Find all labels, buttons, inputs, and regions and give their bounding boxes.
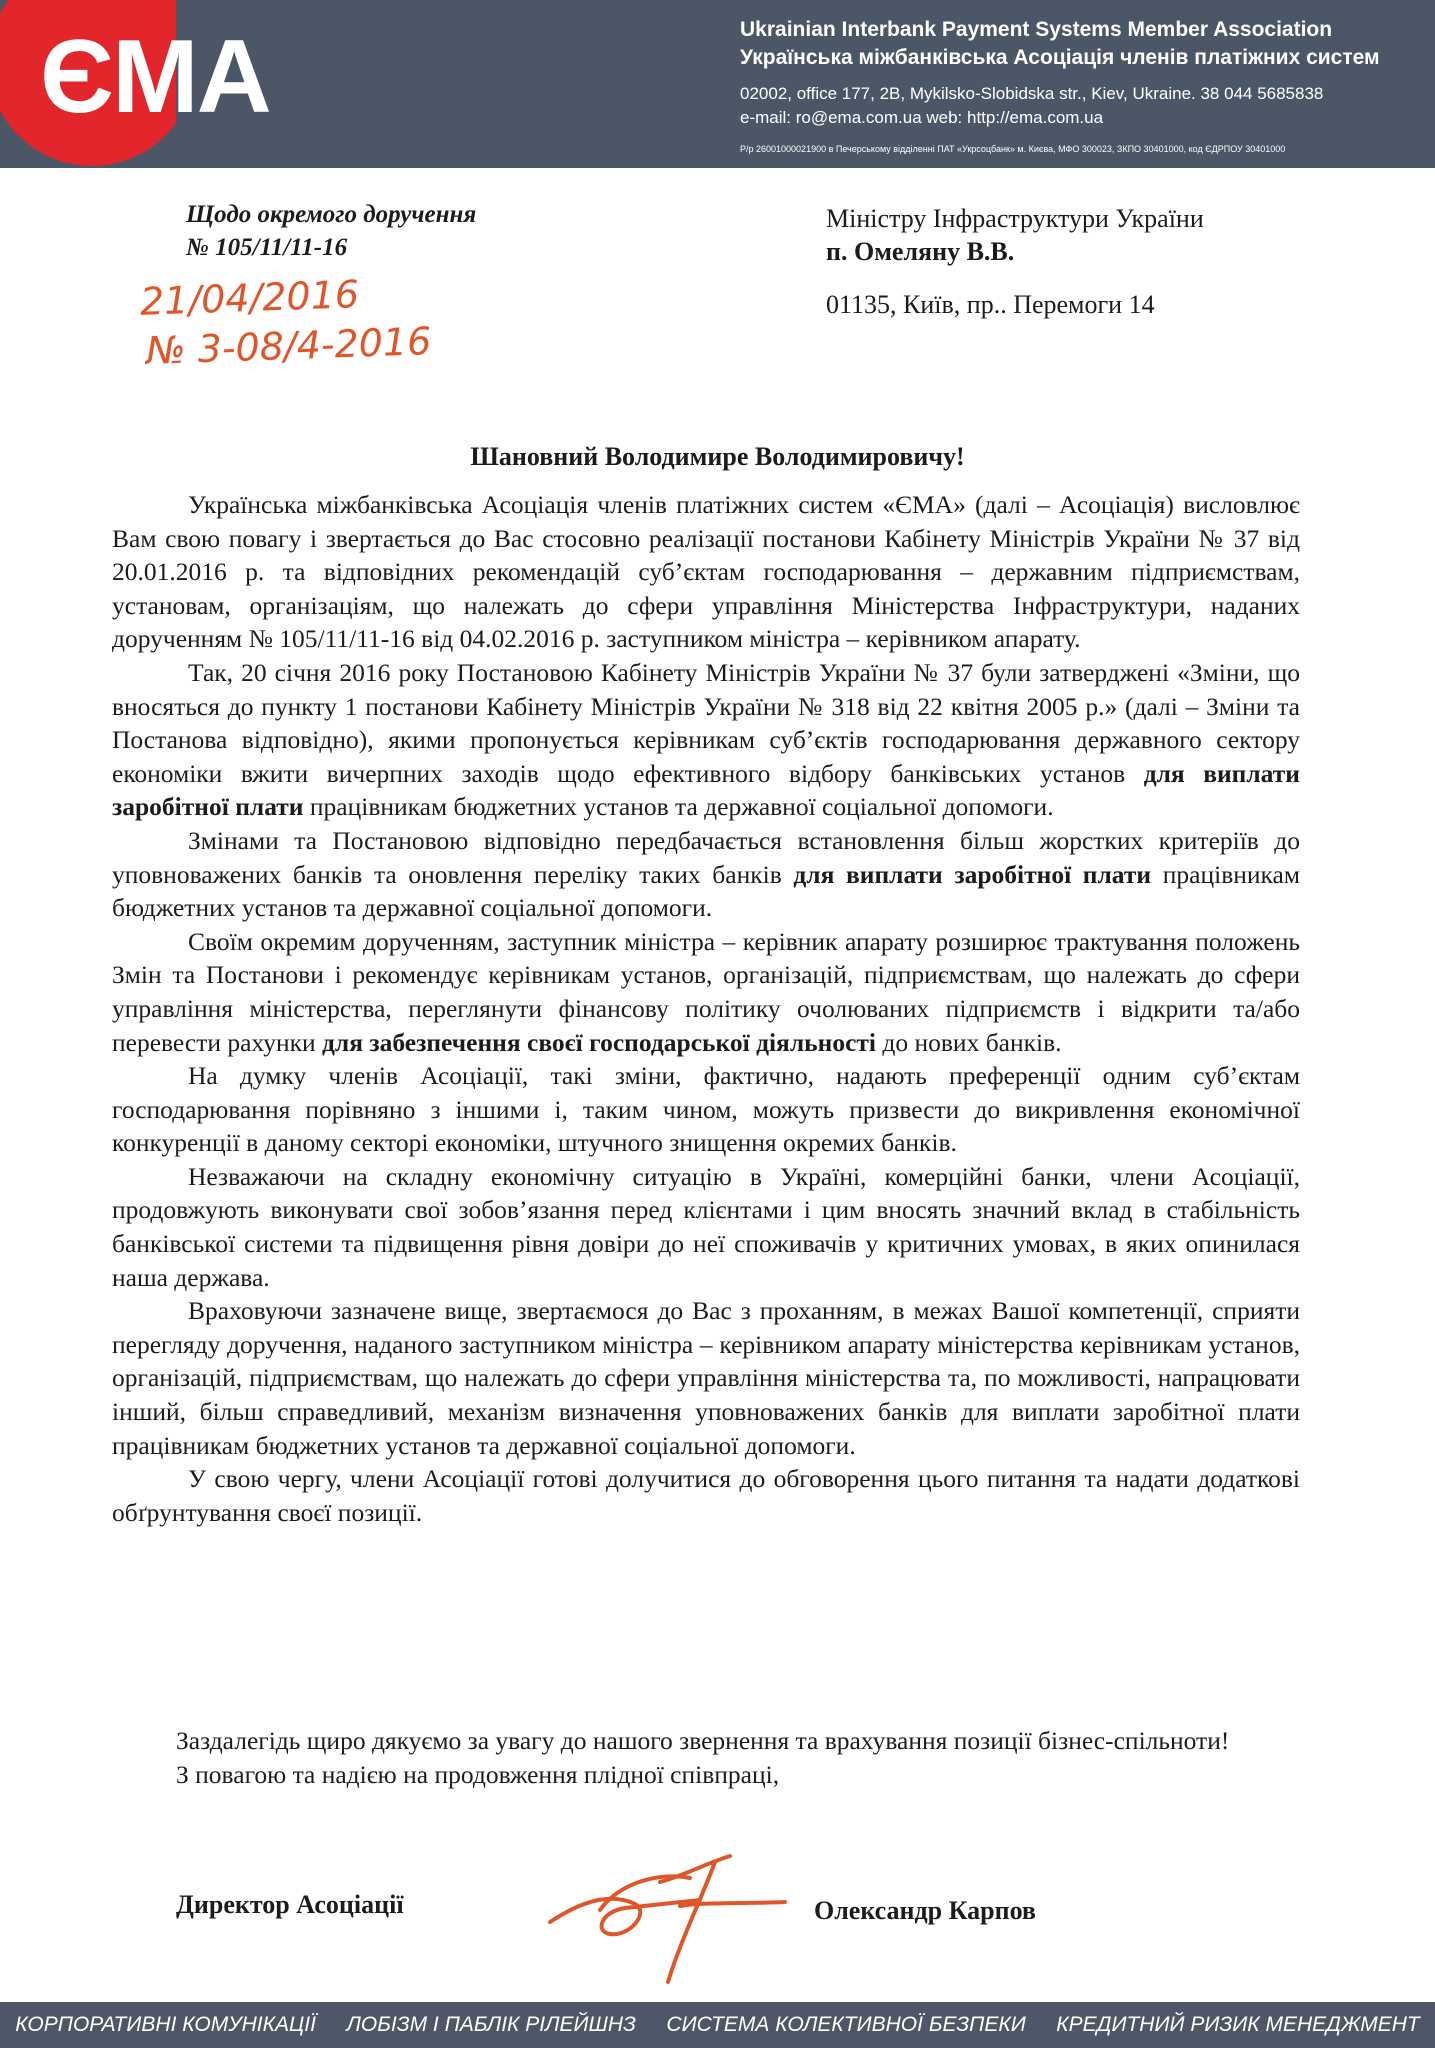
emphasis: для виплати заробітної плати	[793, 859, 1152, 889]
paragraph-5: На думку членів Асоціації, такі зміни, фактично, надають преференції одним суб’єктам господарювання порівняно з іншими і, таким чином, можуть призвести до викривлення економічної конкуренції в даному секторі економіки, штучного знищення окремих банків.	[112, 1061, 1300, 1158]
signatory-name: Олександр Карпов	[814, 1896, 1036, 1925]
closing-thanks: Заздалегідь щиро дякуємо за увагу до нашого звернення та врахування позиції бізнес-спільноти!	[176, 1726, 1230, 1755]
org-address: 02002, office 177, 2B, Mykilsko-Slobidska str., Kiev, Ukraine. 38 044 5685838	[740, 84, 1324, 103]
closing-block	[112, 1724, 1300, 1791]
emphasis: для забезпечення своєї господарської діяльності	[322, 1027, 877, 1057]
paragraph-8: У свою чергу, члени Асоціації готові долучитися до обговорення цього питання та надати додаткові обґрунтування своєї позиції.	[112, 1464, 1300, 1527]
reference-block	[186, 198, 476, 264]
handwritten-date: 21/04/2016	[139, 272, 360, 324]
paragraph-3: Змінами та Постановою відповідно передбачається встановлення більш жорстких критеріїв до уповноважених банків та оновлення переліку таких банків для виплати заробітної плати працівникам бюджетних установ та державної соціальної допомоги.	[112, 825, 1300, 923]
footer-band	[0, 2002, 1435, 2048]
paragraph-4: Своїм окремим дорученням, заступник міністра – керівник апарату розширює трактування положень Змін та Постанови і рекомендує керівникам установ, організацій, підприємствам, що належать до сфери управління міністерства, переглянути фінансову політику очолюваних підприємств і відкрити та/або перевести рахунки для забезпечення своєї господарської діяльності до нових банків.	[112, 926, 1300, 1057]
emphasis: для виплати заробітної плати	[112, 758, 1300, 822]
addressee-address: 01135, Київ, пр.. Перемоги 14	[826, 290, 1155, 319]
org-name-en: Ukrainian Interbank Payment Systems Member Association	[740, 18, 1333, 41]
paragraph-7: Враховуючи зазначене вище, звертаємося до Вас з проханням, в межах Вашої компетенції, сприяти перегляду доручення, наданого заступником міністра – керівником апарату міністерства керівникам установ, організацій, підприємствам, що належать до сфери управління міністерства та, по можливості, напрацювати інший, більш справедливий, механізм визначення уповноважених банків для виплати заробітної плати працівникам бюджетних установ та державної соціальної допомоги.	[112, 1296, 1300, 1460]
reference-number: № 105/11/11-16	[186, 234, 348, 261]
paragraph-1: Українська міжбанківська Асоціація членів платіжних систем «ЄМА» (далі – Асоціація) висловлює Вам свою повагу і звертається до Вас стосовно реалізації постанови Кабінету Міністрів України № 37 від 20.01.2016 р. та відповідних рекомендацій суб’єктам господарювання – державним підприємствам, установам, організаціям, що належать до сфери управління Міністерства Інфраструктури, наданих дорученням № 105/11/11-16 від 04.02.2016 р. заступником міністра – керівником апарату.	[112, 490, 1300, 654]
addressee-title: Міністру Інфраструктури України	[826, 204, 1204, 233]
footer-item: КОРПОРАТИВНІ КОМУНІКАЦІЇ	[15, 2013, 316, 2036]
letterhead-band	[0, 0, 1435, 168]
org-bank-details: Р/р 26001000021900 в Печерському відділенні ПАТ «Укрсоцбанк» м. Києва, МФО 300023, ЗКПО 30401000, код ЄДРПОУ 30401000	[740, 144, 1286, 154]
org-name-ua: Українська міжбанківська Асоціація членів платіжних систем	[740, 46, 1380, 69]
closing-regards: З повагою та надією на продовження плідної співпраці,	[176, 1759, 780, 1789]
footer-item: ЛОБІЗМ І ПАБЛІК РІЛЕЙШНЗ	[346, 2013, 636, 2036]
signatory-role: Директор Асоціації	[176, 1890, 404, 1919]
signature-scribble-icon	[540, 1842, 800, 1992]
reference-title: Щодо окремого доручення	[186, 201, 477, 228]
footer-item: КРЕДИТНИЙ РИЗИК МЕНЕДЖМЕНТ	[1056, 2013, 1420, 2036]
handwritten-number: № 3-08/4-2016	[145, 319, 432, 373]
paragraph-6: Незважаючи на складну економічну ситуацію в Україні, комерційні банки, члени Асоціації, продовжують виконувати свої зобов’язання перед клієнтами і цим вносять значний вклад в стабільність банківської системи та підвищення рівня довіри до неї споживачів у критичних умовах, в яких опинилася наша держава.	[112, 1161, 1300, 1292]
footer-item: СИСТЕМА КОЛЕКТИВНОЇ БЕЗПЕКИ	[666, 2013, 1026, 2036]
salutation: Шановний Володимире Володимировичу!	[470, 442, 965, 471]
org-contacts: e-mail: ro@ema.com.ua web: http://ema.com.ua	[740, 108, 1104, 127]
logo-text: ЄМА	[40, 19, 270, 135]
org-info	[740, 16, 1430, 156]
addressee-name: п. Омеляну В.В.	[826, 237, 1015, 266]
letter-body	[112, 488, 1300, 1529]
paragraph-2: Так, 20 січня 2016 року Постановою Кабінету Міністрів України № 37 були затверджені «Зміни, що вносяться до пункту 1 постанови Кабінету Міністрів України № 318 від 22 квітня 2005 р.» (далі – Зміни та Постанова відповідно), якими пропонується керівникам суб’єктів господарювання державного сектору економіки вжити вичерпних заходів щодо ефективного відбору банківських установ для виплати заробітної плати працівникам бюджетних установ та державної соціальної допомоги.	[112, 657, 1300, 822]
addressee-block	[826, 202, 1204, 321]
